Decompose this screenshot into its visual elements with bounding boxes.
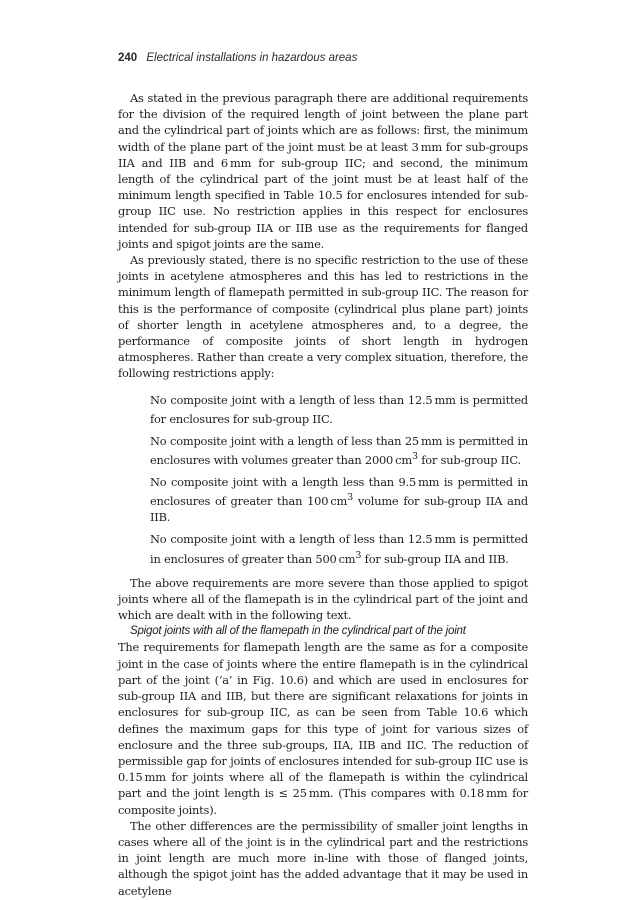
restriction-text-after: for sub-group IIA and IIB. [361,551,509,566]
paragraph-acetylene-restriction: As previously stated, there is no specific restriction to the use of these joints in acetylene atmospheres and this has led to restrictions in the minimum length of flamepath permitted in sub-group IIC. The reason for this is the performance of composite (cylindrical plus plane part) joints of shorter length in acetylene atmospheres and, to a degree, the performance of composite joints of short length in hydrogen atmospheres. Rather than create a very complex situation, therefore, the following restrictions apply: [118,253,528,381]
restriction-item [150,433,528,468]
restriction-item [150,392,528,427]
restriction-text-after: volume for sub-group IIA and IIB. [150,494,528,525]
paragraph-joint-division: As stated in the previous paragraph there are additional requirements for the division of the required length of joint between the plane part and the cylindrical part of joints which are as follows: first, the minimum width of the plane part of the joint must be at least 3 mm for sub-groups IIA and IIB and 6 mm for sub-group IIC; and second, the minimum length of the cylindrical part of the joint must be at least half of the minimum length specified in Table 10.5 for enclosures intended for sub-group IIC use. No restriction applies in this respect for enclosures intended for sub-group IIA or IIB use as the requirements for flanged joints and spigot joints are the same. [118,91,528,251]
body-text [118,90,528,899]
restriction-text: No composite joint with a length of less than 12.5 mm is permitted in enclosures of greater than 500 cm [150,532,528,566]
paragraph-flamepath-requirements: The requirements for flamepath length are the same as for a composite joint in the case of joints where the entire flamepath is in the cylindrical part of the joint (‘a’ in Fig. 10.6) and which are used in enclosures for sub-group IIA and IIB, but there are significant relaxations for joints in enclosures for sub-group IIC, as can be seen from Table 10.6 which defines the maximum gaps for this type of joint for various sizes of enclosure and the three sub-groups, IIA, IIB and IIC. The reduction of permissible gap for joints of enclosures intended for sub-group IIC use is 0.15 mm for joints where all of the flamepath is within the cylindrical part and the joint length is ≤ 25 mm. (This compares with 0.18 mm for composite joints). [118,640,528,817]
restriction-sup: 3 [411,451,418,463]
running-title: Electrical installations in hazardous areas [146,52,358,64]
restriction-text-after: for sub-group IIC. [417,452,521,467]
restriction-sup: 3 [355,549,362,561]
paragraph-other-differences: The other differences are the permissibility of smaller joint lengths in cases where all of the joint is in the cylindrical part and the restrictions in joint length are much more in-line with those of flanged joints, although the spigot joint has the added advantage that it may be used in acetylene [118,818,528,898]
section-heading: Spigot joints with all of the flamepath in the cylindrical part of the joint [130,625,466,638]
restriction-text: No composite joint with a length of less than 12.5 mm is permitted for enclosures for sub-group IIC. [150,392,528,426]
restriction-text: No composite joint with a length of less than 25 mm is permitted in enclosures with volumes greater than 2000 cm [150,433,528,467]
restriction-sup: 3 [347,492,353,504]
restriction-text: No composite joint with a length less than 9.5 mm is permitted in enclosures of greater than 100 cm [150,475,528,509]
page-number: 240 [118,52,138,64]
restriction-item [150,531,528,566]
restriction-item [150,474,528,525]
paragraph-severity: The above requirements are more severe than those applied to spigot joints where all of the flamepath is in the cylindrical part of the joint and which are dealt with in the following text. [118,575,528,623]
restriction-list [150,392,528,567]
running-head [118,52,538,64]
